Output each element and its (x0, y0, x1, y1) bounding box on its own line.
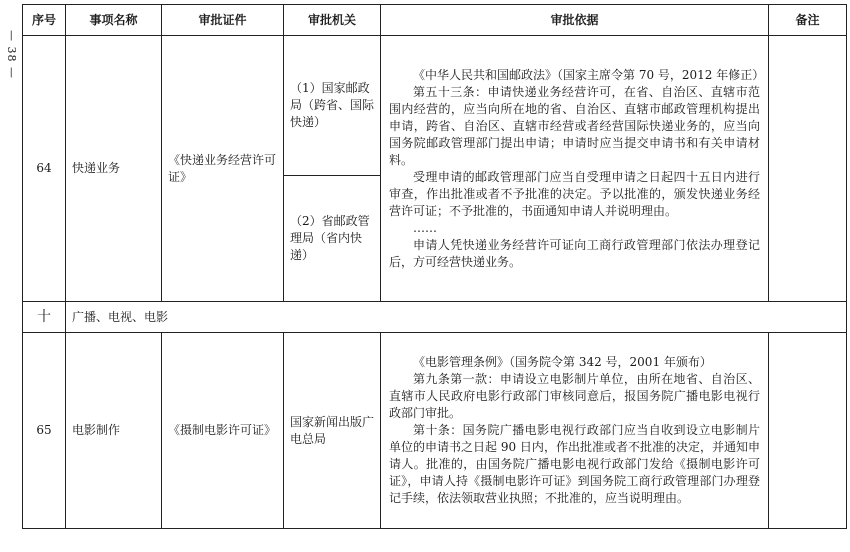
row-authority-2: （2）省邮政管理局（省内快递） (284, 176, 381, 302)
header-no: 序号 (23, 5, 66, 36)
header-certificate: 审批证件 (162, 5, 284, 36)
table-row (23, 333, 847, 529)
basis-article: 第五十三条：申请快递业务经营许可，在省、自治区、直辖市范围内经营的，应当向所在地的省、自治区、直辖市邮政管理机构提出申请，跨省、自治区、直辖市经营或者经营国际快递业务的，应当向国务院邮政管理部门提出申请；申请时应当提交申请书和有关申请材料。 (389, 84, 760, 167)
basis-law: 《电影管理条例》（国务院令第 342 号，2001 年颁布） (413, 355, 712, 369)
basis-article: 受理申请的邮政管理部门应当自受理申请之日起四十五日内进行审查，作出批准或者不予批准的决定。予以批准的，颁发快递业务经营许可证；不予批准的，书面通知申请人并说明理由。 (389, 169, 760, 218)
row-basis (381, 36, 769, 302)
basis-law: 《中华人民共和国邮政法》（国家主席令第 70 号，2012 年修正） (413, 67, 765, 82)
row-no: 65 (23, 333, 66, 529)
row-authority: 国家新闻出版广电总局 (284, 333, 381, 529)
table-row (23, 36, 847, 176)
row-item-name: 电影制作 (66, 333, 162, 529)
header-remark: 备注 (769, 5, 847, 36)
row-certificate: 《快递业务经营许可证》 (162, 36, 284, 302)
row-certificate: 《摄制电影许可证》 (162, 333, 284, 529)
row-remark (769, 333, 847, 529)
basis-article: 第十条：国务院广播电影电视行政部门应当自收到设立电影制片单位的申请书之日起 90 日内，作出批准或者不批准的决定，并通知申请人。批准的，由国务院广播电影电视行政部门发给《摄制电影许可证》，申请人持《摄制电影许可证》到国务院工商行政管理部门办理登记手续，依法领取营业执照；不批准的，应当说明理由。 (389, 423, 760, 505)
basis-article: 第九条第一款：申请设立电影制片单位，由所在地省、自治区、直辖市人民政府电影行政部门审核同意后，报国务院广播电影电视行政部门审批。 (389, 372, 760, 420)
header-authority: 审批机关 (284, 5, 381, 36)
row-basis (381, 333, 769, 529)
section-no: 十 (23, 302, 66, 333)
header-item-name: 事项名称 (66, 5, 162, 36)
basis-ellipsis: …… (413, 220, 437, 235)
section-title: 广播、电视、电影 (66, 302, 847, 333)
basis-article: 申请人凭快递业务经营许可证向工商行政管理部门依法办理登记后，方可经营快递业务。 (389, 237, 760, 269)
approval-table (22, 4, 847, 529)
table-header-row (23, 5, 847, 36)
row-authority-1: （1）国家邮政局（跨省、国际快递） (284, 36, 381, 176)
row-item-name: 快递业务 (66, 36, 162, 302)
section-row (23, 302, 847, 333)
page-number: — 38 — (5, 30, 18, 79)
header-basis: 审批依据 (381, 5, 769, 36)
row-remark (769, 36, 847, 302)
row-no: 64 (23, 36, 66, 302)
